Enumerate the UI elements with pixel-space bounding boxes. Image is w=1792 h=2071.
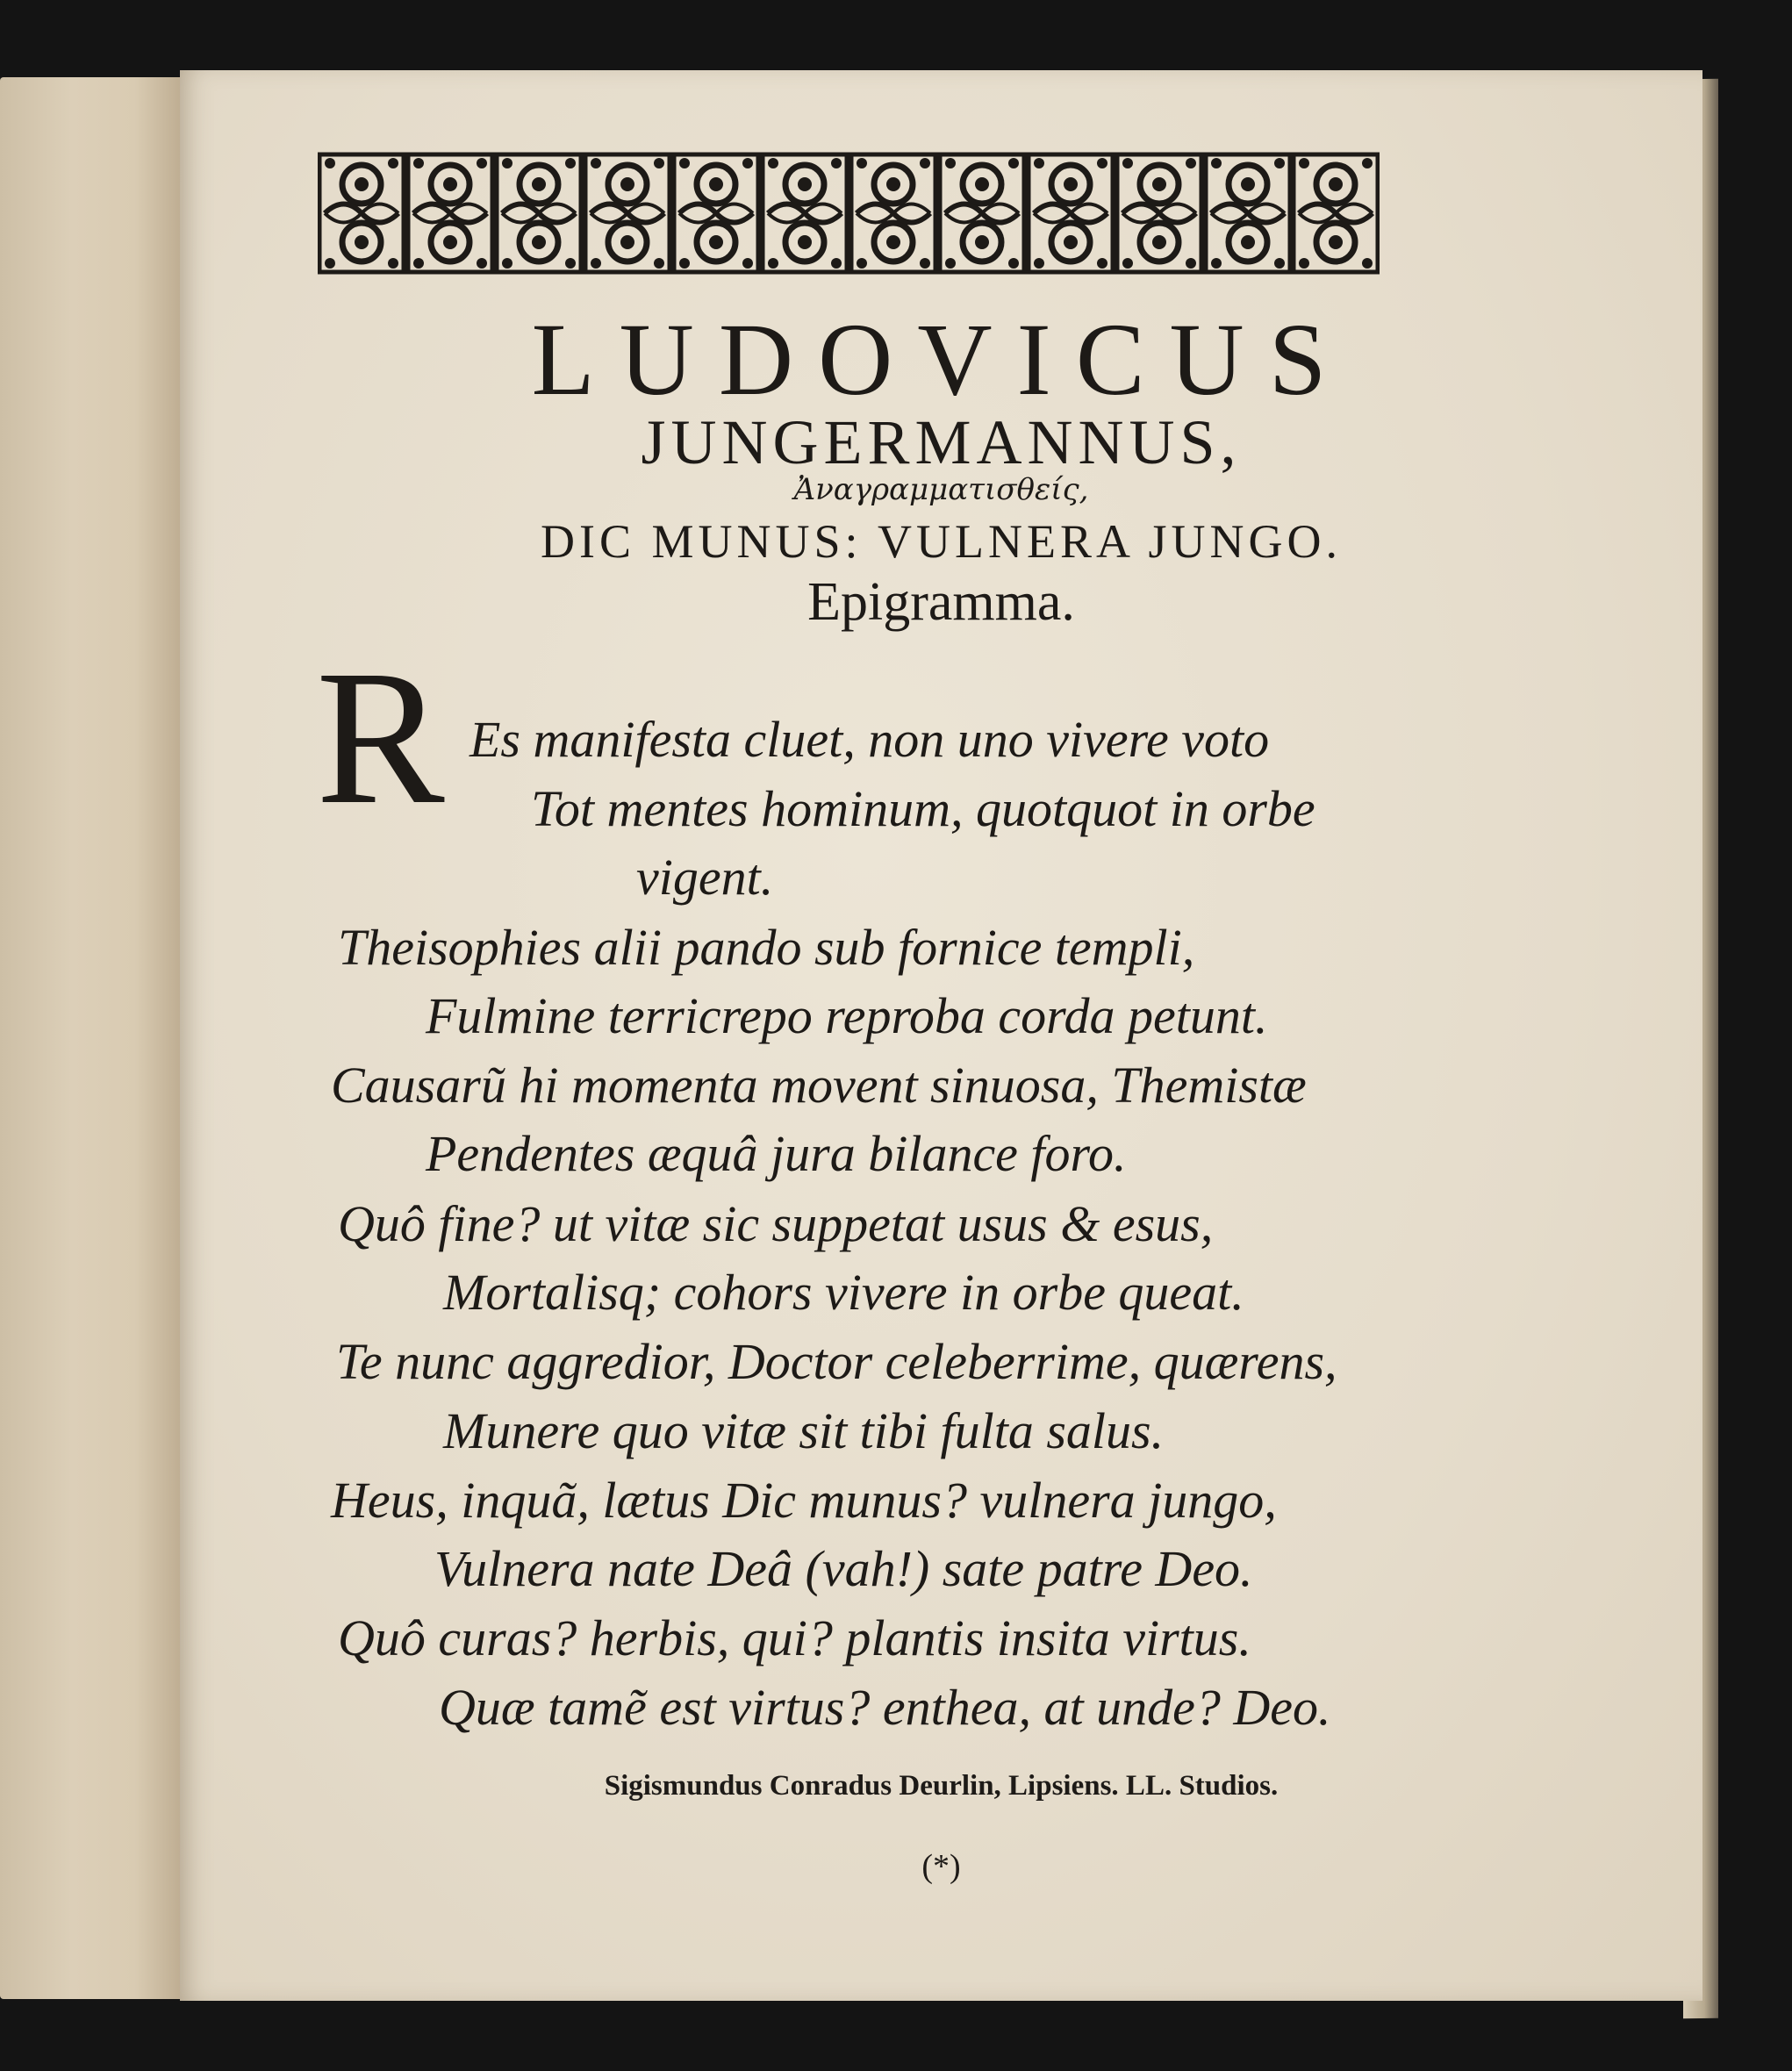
poem-line: Pendentes æquâ jura bilance foro. [426,1125,1127,1182]
poem-line: Quô fine? ut vitæ sic suppetat usus & esus, [338,1195,1214,1252]
book-page [180,70,1702,2001]
poem-line: Vulnera nate Deâ (vah!) sate patre Deo. [434,1540,1253,1597]
poem-line: Heus, inquã, lætus Dic munus? vulnera jungo, [331,1472,1277,1529]
greek-anagram-label: Ἀναγραμματισθείς, [793,472,1089,507]
page-subtitle: JUNGERMANNUS, [641,407,1242,477]
anagram-motto: DIC MUNUS: VULNERA JUNGO. [540,515,1343,568]
poem-line: Causarũ hi momenta movent sinuosa, Themistæ [331,1057,1307,1114]
poem-line: Te nunc aggredior, Doctor celeberrime, quærens, [336,1333,1337,1390]
drop-cap: R [316,630,445,844]
poem-line: Quæ tamẽ est virtus? enthea, at unde? Deo. [439,1679,1331,1736]
poem-line: vigent. [636,849,774,906]
poem-line: Es manifesta cluet, non uno vivere voto [470,711,1270,768]
poem-line: Tot mentes hominum, quotquot in orbe [531,780,1315,837]
poem-line: Fulmine terricrepo reproba corda petunt. [426,987,1268,1044]
poem-line: Theisophies alii pando sub fornice templi, [338,919,1195,976]
poem-line: Quô curas? herbis, qui? plantis insita virtus. [338,1609,1251,1666]
facing-page [0,77,180,1999]
epigram-poem [180,70,1702,2001]
signature-mark: (*) [921,1848,961,1885]
section-heading: Epigramma. [807,572,1075,632]
author-signature: Sigismundus Conradus Deurlin, Lipsiens. LL. Studios. [604,1770,1279,1802]
poem-line: Munere quo vitæ sit tibi fulta salus. [443,1402,1165,1459]
page-title: LUDOVICUS [531,302,1351,417]
poem-line: Mortalisq; cohors vivere in orbe queat. [443,1264,1244,1321]
